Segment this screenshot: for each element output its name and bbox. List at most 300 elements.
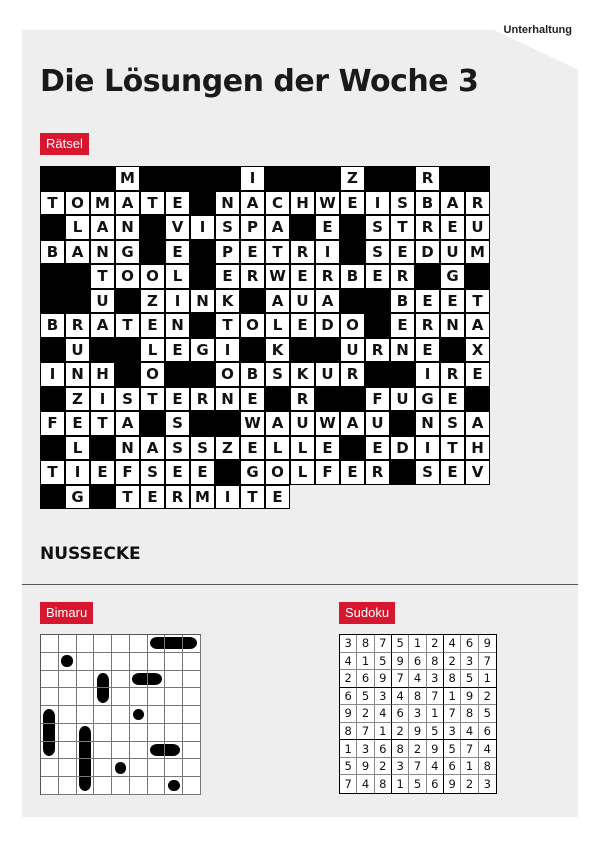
bimaru-cell [165,742,183,760]
crossword-cell [215,191,240,216]
sudoku-cell: 2 [392,723,409,741]
crossword-block [40,436,65,461]
bimaru-cell [41,635,59,653]
bimaru-cell [183,777,201,795]
crossword-block [40,387,65,412]
crossword-cell [265,313,290,338]
crossword-block [40,264,65,289]
crossword-letter: E [422,340,433,359]
crossword-letter: O [346,316,359,335]
sudoku-cell: 9 [461,688,478,706]
bimaru-cell [112,706,130,724]
bimaru-cell [148,742,166,760]
crossword-letter: U [346,340,359,359]
crossword-cell [340,264,365,289]
crossword-letter: O [221,365,234,384]
bimaru-cell [94,777,112,795]
crossword-block [440,166,465,191]
crossword-cell [365,240,390,265]
sudoku-cell: 9 [357,758,374,776]
crossword-letter: K [296,365,309,384]
crossword-block [65,166,90,191]
crossword-letter: L [172,267,183,286]
crossword-letter: E [347,463,358,482]
crossword-cell [165,387,190,412]
bimaru-cell [148,759,166,777]
crossword-letter: B [46,242,59,261]
crossword-letter: P [222,242,233,261]
sudoku-cell: 9 [392,653,409,671]
crossword-cell [390,215,415,240]
crossword-letter: A [346,414,359,433]
sudoku-cell: 6 [409,653,426,671]
crossword-letter: Z [147,291,158,310]
sudoku-cell: 4 [427,758,444,776]
crossword-cell [290,387,315,412]
crossword-letter: E [322,218,333,237]
crossword-block [65,264,90,289]
crossword-letter: I [49,365,56,384]
crossword-block [340,387,365,412]
crossword-cell [415,460,440,485]
crossword-letter: R [371,463,384,482]
crossword-block [440,338,465,363]
crossword-cell [340,460,365,485]
crossword-cell [265,289,290,314]
ship-segment [168,780,179,791]
sudoku-cell: 3 [409,705,426,723]
bimaru-cell [77,653,95,671]
crossword-cell [165,460,190,485]
bimaru-cell [165,706,183,724]
crossword-cell [40,191,65,216]
crossword-cell [240,191,265,216]
sudoku-cell: 1 [479,670,496,688]
crossword-block [190,411,215,436]
sudoku-cell: 3 [427,670,444,688]
crossword-letter: F [47,414,58,433]
crossword-cell [365,460,390,485]
crossword-letter: T [97,267,108,286]
crossword-letter: U [446,242,459,261]
crossword-cell [265,362,290,387]
crossword-letter: I [249,169,256,188]
crossword-cell [165,289,190,314]
crossword-letter: A [271,291,284,310]
crossword-letter: R [421,169,434,188]
crossword-cell [440,362,465,387]
crossword-block [40,338,65,363]
bimaru-cell [94,635,112,653]
crossword-block [365,313,390,338]
bimaru-cell [77,671,95,689]
crossword-letter: D [321,316,334,335]
crossword-block [315,338,340,363]
crossword-cell [215,240,240,265]
bimaru-cell [165,635,183,653]
crossword-block [315,166,340,191]
crossword-letter: P [247,218,258,237]
crossword-letter: G [71,487,84,506]
crossword-block [390,166,415,191]
crossword-row [40,362,490,387]
sudoku-cell: 2 [444,653,461,671]
ship-segment [61,655,72,666]
crossword-cell [440,411,465,436]
crossword-letter: H [296,193,309,212]
crossword-letter: R [296,242,309,261]
sudoku-cell: 2 [461,775,478,793]
sudoku-cell: 6 [392,705,409,723]
crossword-letter: B [46,316,59,335]
crossword-letter: E [372,267,383,286]
crossword-cell [165,191,190,216]
sudoku-cell: 3 [357,740,374,758]
crossword-letter: E [247,389,258,408]
crossword-letter: S [172,414,183,433]
crossword-cell [65,485,90,510]
crossword-letter: E [172,193,183,212]
crossword-cell [215,436,240,461]
bimaru-cell [130,724,148,742]
crossword-letter: A [121,193,134,212]
crossword-letter: B [346,267,359,286]
bimaru-cell [59,635,77,653]
bimaru-cell [130,688,148,706]
crossword-cell [415,240,440,265]
crossword-cell [240,485,265,510]
sudoku-cell: 2 [409,740,426,758]
crossword-letter: V [471,463,484,482]
crossword-empty [440,485,465,510]
crossword-letter: B [396,291,409,310]
crossword-cell [315,191,340,216]
crossword-letter: N [446,316,459,335]
sudoku-cell: 4 [479,740,496,758]
crossword-cell [140,387,165,412]
crossword-cell [290,264,315,289]
crossword-block [465,264,490,289]
sudoku-cell: 7 [444,705,461,723]
crossword-cell [240,387,265,412]
sudoku-cell: 6 [340,688,357,706]
crossword-cell [315,289,340,314]
bimaru-cell [112,671,130,689]
crossword-cell [190,387,215,412]
crossword-cell [340,362,365,387]
sudoku-cell: 2 [340,670,357,688]
bimaru-cell [183,742,201,760]
crossword-letter: E [297,316,308,335]
crossword-cell [315,436,340,461]
crossword-cell [415,362,440,387]
sudoku-cell: 6 [461,635,478,653]
sudoku-cell: 8 [461,705,478,723]
crossword-cell [390,191,415,216]
sudoku-cell: 8 [392,740,409,758]
crossword-letter: E [172,463,183,482]
crossword-letter: E [247,242,258,261]
crossword-cell [90,191,115,216]
crossword-cell [365,191,390,216]
crossword-letter: T [97,414,108,433]
crossword-cell [465,191,490,216]
crossword-letter: E [472,365,483,384]
crossword-cell [165,240,190,265]
bimaru-cell [94,742,112,760]
crossword-letter: L [297,438,308,457]
crossword-letter: I [324,242,331,261]
sudoku-cell: 5 [392,635,409,653]
bimaru-cell [59,671,77,689]
crossword-letter: L [272,438,283,457]
crossword-letter: W [269,267,286,286]
crossword-letter: T [472,291,483,310]
crossword-cell [65,240,90,265]
crossword-block [340,240,365,265]
bimaru-cell [59,724,77,742]
sudoku-cell: 1 [427,705,444,723]
bimaru-cell [94,688,112,706]
sudoku-cell: 8 [340,723,357,741]
crossword-block [265,166,290,191]
crossword-row [40,264,490,289]
crossword-block [415,264,440,289]
sudoku-cell: 3 [340,635,357,653]
sudoku-cell: 1 [392,775,409,793]
bimaru-cell [112,688,130,706]
crossword-letter: I [74,463,81,482]
crossword-block [115,362,140,387]
crossword-cell [365,411,390,436]
crossword-letter: R [471,193,484,212]
crossword-letter: G [196,340,209,359]
sudoku-cell: 4 [461,723,478,741]
sudoku-cell: 5 [409,775,426,793]
crossword-letter: C [271,193,283,212]
bimaru-cell [148,671,166,689]
crossword-block [40,215,65,240]
crossword-block [165,362,190,387]
crossword-cell [315,264,340,289]
crossword-cell [265,215,290,240]
crossword-row [40,191,490,216]
bimaru-cell [94,759,112,777]
crossword-letter: E [447,463,458,482]
crossword-cell [140,460,165,485]
crossword-letter: S [272,365,283,384]
bimaru-cell [130,635,148,653]
crossword-cell [465,362,490,387]
crossword-cell [65,387,90,412]
sudoku-cell: 2 [375,758,392,776]
crossword-block [290,215,315,240]
bimaru-cell [148,724,166,742]
crossword-cell [265,436,290,461]
bimaru-cell [94,671,112,689]
crossword-letter: U [296,414,309,433]
crossword-letter: T [272,242,283,261]
crossword-cell [215,338,240,363]
crossword-letter: W [244,414,261,433]
crossword-cell [140,338,165,363]
crossword-empty [390,485,415,510]
ship-segment [43,724,55,741]
crossword-block [340,289,365,314]
crossword-block [215,460,240,485]
crossword-letter: O [246,316,259,335]
crossword-letter: T [397,218,408,237]
crossword-cell [65,436,90,461]
crossword-letter: R [446,365,459,384]
crossword-letter: T [47,463,58,482]
bimaru-cell [59,759,77,777]
crossword-cell [190,289,215,314]
crossword-letter: D [421,242,434,261]
bimaru-cell [165,671,183,689]
crossword-letter: R [196,389,209,408]
crossword-letter: E [172,389,183,408]
crossword-empty [290,485,315,510]
crossword-cell [290,240,315,265]
crossword-block [65,289,90,314]
crossword-cell [315,411,340,436]
crossword-cell [190,460,215,485]
crossword-cell [215,313,240,338]
crossword-letter: F [322,463,333,482]
crossword-cell [440,264,465,289]
crossword-letter: N [221,389,234,408]
crossword-cell [190,436,215,461]
sudoku-cell: 1 [409,635,426,653]
crossword-cell [440,191,465,216]
bimaru-cell [183,688,201,706]
crossword-block [40,289,65,314]
crossword-cell [240,436,265,461]
crossword-block [365,166,390,191]
crossword-letter: T [147,193,158,212]
crossword-row [40,289,490,314]
crossword-letter: H [471,438,484,457]
crossword-block [215,166,240,191]
crossword-cell [115,191,140,216]
crossword-cell [290,313,315,338]
crossword-letter: S [372,242,383,261]
crossword-block [90,436,115,461]
sudoku-cell: 9 [479,635,496,653]
crossword-letter: S [422,463,433,482]
bimaru-cell [148,777,166,795]
crossword-cell [65,338,90,363]
crossword-cell [90,215,115,240]
crossword-cell [465,240,490,265]
crossword-letter: F [372,389,383,408]
crossword-cell [215,362,240,387]
sudoku-cell: 4 [375,705,392,723]
crossword-cell [240,166,265,191]
crossword-letter: E [97,463,108,482]
crossword-letter: R [421,316,434,335]
bimaru-cell [148,706,166,724]
ship-segment [97,673,109,687]
sudoku-cell: 9 [409,723,426,741]
sudoku-cell: 9 [444,775,461,793]
crossword-row [40,411,490,436]
bimaru-cell [59,742,77,760]
crossword-letter: T [47,193,58,212]
crossword-cell [340,313,365,338]
crossword-cell [340,338,365,363]
crossword-letter: S [172,438,183,457]
bimaru-grid [40,634,201,795]
crossword-letter: E [197,463,208,482]
crossword-cell [440,460,465,485]
crossword-letter: E [172,340,183,359]
bimaru-cell [165,724,183,742]
sudoku-cell: 9 [427,740,444,758]
bimaru-cell [77,777,95,795]
crossword-cell [390,240,415,265]
crossword-letter: A [121,414,134,433]
crossword-cell [165,338,190,363]
crossword-block [190,166,215,191]
crossword-cell [115,436,140,461]
sudoku-cell: 8 [409,688,426,706]
crossword-letter: B [246,365,259,384]
bimaru-cell [130,777,148,795]
crossword-cell [90,387,115,412]
crossword-block [90,166,115,191]
bimaru-cell [165,777,183,795]
crossword-empty [365,485,390,510]
crossword-cell [140,191,165,216]
sudoku-cell: 8 [479,758,496,776]
ship-segment [150,637,164,649]
crossword-letter: A [71,242,84,261]
crossword-cell [415,215,440,240]
crossword-cell [365,387,390,412]
crossword-letter: A [321,291,334,310]
crossword-block [190,313,215,338]
crossword-letter: G [421,389,434,408]
crossword-cell [315,240,340,265]
crossword-letter: E [447,218,458,237]
crossword-row [40,436,490,461]
crossword-letter: U [371,414,384,433]
crossword-cell [290,362,315,387]
bimaru-cell [77,635,95,653]
crossword-row [40,166,490,191]
crossword-cell [165,313,190,338]
crossword-cell [115,460,140,485]
crossword-cell [165,411,190,436]
sudoku-cell: 3 [461,653,478,671]
ship-segment [132,673,146,685]
sudoku-cell: 6 [357,670,374,688]
sudoku-cell: 3 [444,723,461,741]
crossword-block [90,485,115,510]
crossword-cell [40,411,65,436]
sudoku-cell: 1 [340,740,357,758]
sudoku-cell: 9 [340,705,357,723]
crossword-letter: K [271,340,284,359]
crossword-block [190,240,215,265]
bimaru-cell [112,635,130,653]
crossword-cell [190,338,215,363]
ship-segment [97,688,109,702]
crossword-letter: Z [347,169,358,188]
crossword-block [390,411,415,436]
